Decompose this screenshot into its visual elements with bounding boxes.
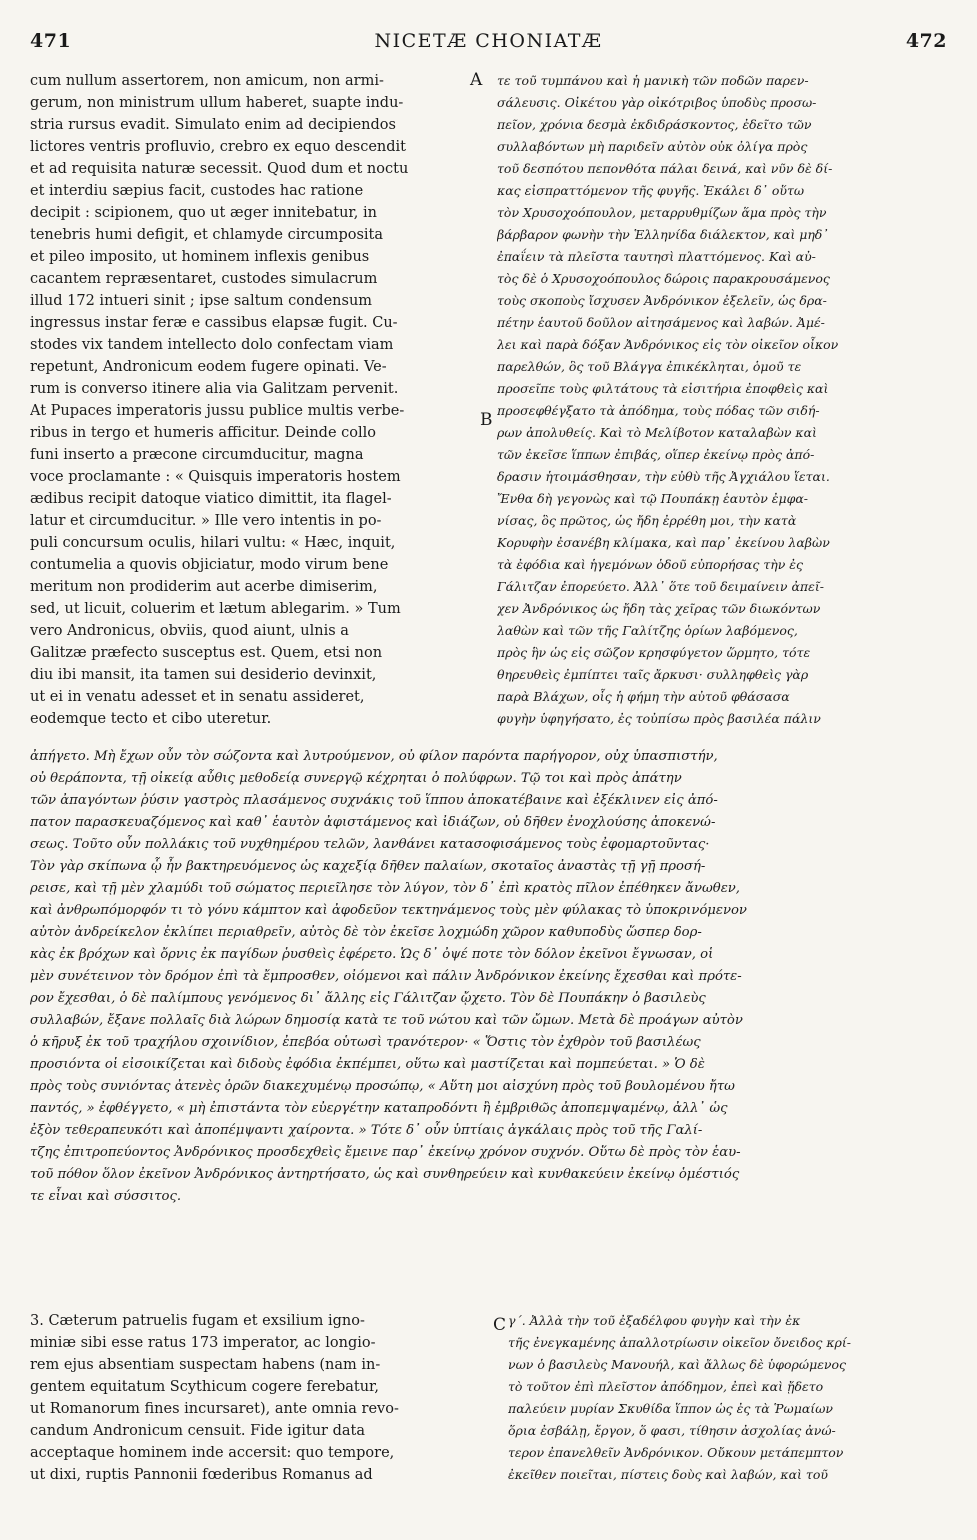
text-line: τῶν ἐκεῖσε ἵππων ἐπιβάς, οἵπερ ἐκείνῳ πρὸς ἀπό-: [497, 447, 815, 462]
section-marker-c: C: [493, 1315, 507, 1335]
text-line: οὐ θεράποντα, τῇ οἰκείᾳ αὖθις μεθοδείᾳ συνεργῷ κέχρηται ὁ πολύφρων. Τῷ τοι καὶ πρὸς ἀπάτην: [30, 771, 682, 786]
section-marker-a: A: [470, 70, 483, 90]
text-line: λει καὶ παρὰ δόξαν Ἀνδρόνικος εἰς τὸν οἰκεῖον οἶκον: [497, 337, 839, 352]
text-line: καὶ ἀνθρωπόμορφόν τι τὸ γόνυ κάμπτον καὶ ἀφοδεῦον τεκτηνάμενος τοὺς μὲν φύλακας τὸ ὑποκρινόμενον: [30, 903, 747, 918]
text-line: ρον ἔχεσθαι, ὁ δὲ παλίμπους γενόμενος δι᾽ ἄλλης εἰς Γάλιτζαν ᾤχετο. Τὸν δὲ Πουπάκην ὁ βασιλεὺς: [30, 991, 706, 1006]
text-line: νων ὁ βασιλεὺς Μανουήλ, καὶ ἄλλως δὲ ὑφορώμενος: [508, 1357, 847, 1372]
text-line: At Pupaces imperatoris jussu publice multis verbe-: [30, 403, 405, 419]
text-line: τζης ἐπιτροπεύοντος Ἀνδρόνικος προσδεχθεὶς ἔμεινε παρ᾽ ἐκείνῳ χρόνον συχνόν. Οὕτω δὲ πρὸς τὸν ἑαυ-: [30, 1145, 741, 1160]
text-line: τὸ τοῦτον ἐπὶ πλεῖστον ἀπόδημον, ἐπεὶ καὶ ᾔδετο: [508, 1379, 824, 1394]
text-line: προσεῖπε τοὺς φιλτάτους τὰ εἰσιτήρια ἐποφθεὶς καὶ: [497, 381, 829, 396]
text-line: latur et circumducitur. » Ille vero intentis in po-: [30, 513, 382, 529]
text-line: et pileo imposito, ut hominem inflexis genibus: [30, 249, 370, 265]
text-line: πατον παρασκευαζόμενος καὶ καθ᾽ ἑαυτὸν ἀφιστάμενος καὶ ἰδιάζων, οὐ δῆθεν ἐνοχλούσης ἀποκενώ-: [30, 815, 716, 830]
text-line: τοὺς σκοποὺς ἴσχυσεν Ἀνδρόνικον ἐξελεῖν, ὡς δρα-: [497, 293, 827, 308]
text-line: rem ejus absentiam suspectam habens (nam in-: [30, 1357, 381, 1373]
page-header: [30, 30, 947, 60]
section-marker-b: B: [480, 410, 493, 430]
text-line: παντός, » ἐφθέγγετο, « μὴ ἐπιστάντα τὸν εὐεργέτην καταπροδόντι ἢ ἐμβριθῶς ἀποπεμψαμένῳ, ἀλλ᾽ ὡς: [30, 1101, 728, 1116]
text-line: δρασιν ἡτοιμάσθησαν, τὴν εὐθὺ τῆς Ἀγχιάλου ἵεται.: [497, 469, 830, 484]
text-line: ædibus recipit datoque viatico dimittit, ita flagel-: [30, 491, 392, 507]
text-line: Γάλιτζαν ἐπορεύετο. Ἀλλ᾽ ὅτε τοῦ δειμαίνειν ἀπεῖ-: [497, 579, 824, 594]
text-line: ἐπαΐειν τὰ πλεῖστα ταυτησὶ πλαττόμενος. Καὶ αὐ-: [497, 249, 816, 264]
text-line: πρὸς ἣν ὡς εἰς σῶζον κρησφύγετον ὥρμητο, τότε: [497, 645, 811, 660]
greek-full-width-block: [30, 746, 949, 1216]
text-line: 3. Cæterum patruelis fugam et exsilium igno-: [30, 1313, 365, 1329]
text-line: χεν Ἀνδρόνικος ὡς ἤδη τὰς χεῖρας τῶν διωκόντων: [497, 601, 821, 616]
text-line: ἐκεῖθεν ποιεῖται, πίστεις δοὺς καὶ λαβών, καὶ τοῦ: [508, 1467, 828, 1482]
text-line: diu ibi mansit, ita tamen sui desiderio devinxit,: [30, 667, 377, 683]
text-line: τὸν Χρυσοχοόπουλον, μεταρρυθμίζων ἅμα πρὸς τὴν: [497, 205, 827, 220]
text-line: βάρβαρον φωνὴν τὴν Ἑλληνίδα διάλεκτον, καὶ μηδ᾽: [497, 227, 829, 242]
text-line: illud 172 intueri sinit ; ipse saltum condensum: [30, 293, 373, 309]
text-line: συλλαβών, ἔξανε πολλαῖς διὰ λώρων δημοσίᾳ κατὰ τε τοῦ νώτου καὶ τῶν ὤμων. Μετὰ δὲ προάγων αὐτὸν: [30, 1013, 743, 1028]
text-line: ut ei in venatu adesset et in senatu assideret,: [30, 689, 365, 705]
text-line: funi inserto a præcone circumducitur, magna: [30, 447, 364, 463]
text-line: αὐτὸν ἀνδρείκελον ἐκλίπει περιαθρεῖν, αὐτὸς δὲ τὸν ἐκεῖσε λοχμώδη χῶρον καθυποδὺς ὥσπερ δορ-: [30, 925, 702, 940]
text-line: συλλαβόντων μὴ παριδεῖν αὐτὸν οὐκ ὀλίγα πρὸς: [497, 139, 808, 154]
text-line: τοῦ δεσπότου πεπονθότα πάλαι δεινά, καὶ νῦν δὲ δί-: [497, 161, 833, 176]
text-line: τε τοῦ τυμπάνου καὶ ἡ μανικὴ τῶν ποδῶν παρεν-: [497, 73, 809, 88]
text-line: ut dixi, ruptis Pannonii fœderibus Romanus ad: [30, 1467, 373, 1483]
text-line: τῶν ἀπαγόντων ῥύσιν γαστρὸς πλασάμενος συχνάκις τοῦ ἵππου ἀποκατέβαινε καὶ ἐξέκλινεν εἰς ἀπό-: [30, 793, 718, 808]
text-line: πρὸς τοὺς συνιόντας ἀτενὲς ὁρῶν διακεχυμένῳ προσώπῳ, « Αὕτη μοι αἰσχύνη πρὸς τοῦ βουλομένου ἤτω: [30, 1079, 735, 1094]
text-line: ingressus instar feræ e cassibus elapsæ fugit. Cu-: [30, 315, 398, 331]
text-line: ἀπήγετο. Μὴ ἔχων οὖν τὸν σώζοντα καὶ λυτρούμενον, οὐ φίλον παρόντα παρήγορον, οὐχ ὑπασπιστήν,: [30, 749, 718, 764]
text-line: repetunt, Andronicum eodem fugere opinati. Ve-: [30, 359, 387, 375]
text-line: vero Andronicus, obviis, quod aiunt, ulnis a: [30, 623, 349, 639]
text-line: σεως. Τοῦτο οὖν πολλάκις τοῦ νυχθημέρου τελῶν, λανθάνει κατασοφισάμενος τοὺς ἐφομαρτοῦντας·: [30, 837, 710, 852]
text-line: Ἔνθα δὴ γεγονὼς καὶ τῷ Πουπάκῃ ἑαυτὸν ἐμφα-: [497, 491, 809, 506]
text-line: puli concursum oculis, hilari vultu: « Hæc, inquit,: [30, 535, 396, 551]
text-line: τὸς δὲ ὁ Χρυσοχοόπουλος δώροις παρακρουσάμενος: [497, 271, 830, 286]
text-line: τὰ ἐφόδια καὶ ἡγεμόνων ὁδοῦ εὐπορήσας τὴν ἐς: [497, 557, 804, 572]
text-line: Galitzæ præfecto susceptus est. Quem, etsi non: [30, 645, 383, 661]
text-line: κας εἰσπραττόμενον τῆς φυγῆς. Ἐκάλει δ᾽ οὕτω: [497, 183, 805, 198]
text-line: ὅρια ἐσβάλῃ, ἔργον, ὅ φασι, τίθησιν ἀσχολίας ἀνώ-: [508, 1423, 836, 1438]
text-line: παρὰ Βλάχων, οἷς ἡ φήμη τὴν αὐτοῦ φθάσασα: [497, 689, 790, 704]
greek-column-bottom: [508, 1310, 949, 1495]
text-line: decipit : scipionem, quo ut æger innitebatur, in: [30, 205, 377, 221]
text-line: πεῖον, χρόνια δεσμὰ ἐκδιδράσκοντος, ἐδεῖτο τῶν: [497, 117, 812, 132]
text-line: σάλευσις. Οἰκέτου γὰρ οἰκότριβος ὑποδὺς προσω-: [497, 95, 817, 110]
text-line: stria rursus evadit. Simulato enim ad decipiendos: [30, 117, 396, 133]
text-line: stodes vix tandem intellecto dolo confectam viam: [30, 337, 394, 353]
text-line: gentem equitatum Scythicum cogere ferebatur,: [30, 1379, 380, 1395]
text-line: κὰς ἐκ βρόχων καὶ ὄρνις ἐκ παγίδων ῥυσθεὶς ἐφέρετο. Ὡς δ᾽ ὀψέ ποτε τὸν δόλον ἐκεῖνοι ἔγνωσαν, οἱ: [30, 947, 714, 962]
text-line: contumelia a quovis objiciatur, modo virum bene: [30, 557, 389, 573]
text-line: acceptaque hominem inde accersit: quo tempore,: [30, 1445, 395, 1461]
text-line: λαθὼν καὶ τῶν τῆς Γαλίτζης ὁρίων λαβόμενος,: [497, 623, 798, 638]
text-line: cacantem repræsentaret, custodes simulacrum: [30, 271, 378, 287]
text-line: ut Romanorum fines incursaret), ante omnia revo-: [30, 1401, 399, 1417]
text-line: gerum, non ministrum ullum haberet, suapte indu-: [30, 95, 404, 111]
text-line: τῆς ἐνεγκαμένης ἀπαλλοτρίωσιν οἰκεῖον ὄνειδος κρί-: [508, 1335, 851, 1350]
text-line: miniæ sibi esse ratus 173 imperator, ac longio-: [30, 1335, 376, 1351]
text-line: νίσας, ὃς πρῶτος, ὡς ἤδη ἐρρέθη μοι, τὴν κατὰ: [497, 513, 797, 528]
text-line: cum nullum assertorem, non amicum, non armi-: [30, 73, 384, 89]
text-line: ὁ κῆρυξ ἐκ τοῦ τραχήλου σχοινίδιον, ἐπεβόα οὑτωσὶ τρανότερον· « Ὅστις τὸν ἐχθρὸν τοῦ βασιλέως: [30, 1035, 701, 1050]
text-line: candum Andronicum censuit. Fide igitur data: [30, 1423, 365, 1439]
text-line: τοῦ πόθον ὅλον ἐκεῖνον Ἀνδρόνικος ἀντηρτήσατο, ὡς καὶ συνθηρεύειν καὶ κυνθακεύειν ἐκείνῳ ὁμέστιός: [30, 1167, 740, 1182]
text-line: ρεισε, καὶ τῇ μὲν χλαμύδι τοῦ σώματος περιεῖλησε τὸν λύγον, τὸν δ᾽ ἐπὶ κρατὸς πῖλον ἐπέθηκεν ἄνωθεν,: [30, 881, 740, 896]
text-line: Τὸν γὰρ σκίπωνα ᾧ ἦν βακτηρευόμενος ὡς καχεξίᾳ δῆθεν παλαίων, σκοταῖος ἀναστὰς τῇ γῇ προσή-: [30, 859, 706, 874]
text-line: Κορυφὴν ἐσανέβη κλίμακα, καὶ παρ᾽ ἐκείνου λαβὼν: [497, 535, 830, 550]
text-line: meritum non prodiderim aut acerbe dimiserim,: [30, 579, 378, 595]
text-line: ἐξὸν τεθεραπευκότι καὶ ἀποπέμψαντι χαίροντα. » Τότε δ᾽ οὖν ὑπτίαις ἀγκάλαις πρὸς τοῦ τῆς Γαλί-: [30, 1123, 703, 1138]
text-line: rum is converso itinere alia via Galitzam pervenit.: [30, 381, 399, 397]
text-line: lictores ventris profluvio, crebro ex equo descendit: [30, 139, 406, 155]
text-line: et ad requisita naturæ secessit. Quod dum et noctu: [30, 161, 409, 177]
text-line: προσεφθέγξατο τὰ ἀπόδημα, τοὺς πόδας τῶν σιδή-: [497, 403, 820, 418]
text-line: γ´. Ἀλλὰ τὴν τοῦ ἐξαδέλφου φυγὴν καὶ τὴν ἐκ: [508, 1313, 801, 1328]
text-line: ribus in tergo et humeris afficitur. Deinde collo: [30, 425, 377, 441]
text-line: μὲν συνέτεινον τὸν δρόμον ἐπὶ τὰ ἔμπροσθεν, οἰόμενοι καὶ πάλιν Ἀνδρόνικον ἐκείνης ἔχεσθαι καὶ πρότε-: [30, 969, 742, 984]
text-line: παρελθών, ὃς τοῦ Βλάγγα ἐπικέκληται, ὁμοῦ τε: [497, 359, 802, 374]
text-line: sed, ut licuit, coluerim et lætum ablegarim. » Tum: [30, 601, 401, 617]
text-line: φυγὴν ὑφηγήσατο, ἐς τοὐπίσω πρὸς βασιλέα πάλιν: [497, 711, 821, 726]
page-number-left: 471: [30, 30, 72, 52]
text-line: πέτην ἑαυτοῦ δοῦλον αἰτησάμενος καὶ λαβών. Ἀμέ-: [497, 315, 825, 330]
greek-column-top: [497, 70, 949, 745]
text-line: παλεύειν μυρίαν Σκυθίδα ἵππον ὡς ἐς τὰ Ῥωμαίων: [508, 1401, 833, 1416]
text-line: eodemque tecto et cibo uteretur.: [30, 711, 272, 727]
latin-column-bottom: [30, 1310, 470, 1495]
running-title: NICETÆ CHONIATÆ: [374, 30, 603, 52]
text-line: ρων ἀπολυθείς. Καὶ τὸ Μελίβοτον καταλαβὼν καὶ: [497, 425, 817, 440]
text-line: tenebris humi defigit, et chlamyde circumposita: [30, 227, 384, 243]
text-line: προσιόντα οἱ εἰσοικίζεται καὶ διδοὺς ἐφόδια ἐκπέμπει, οὕτω καὶ μαστίζεται καὶ πομπεύεται. » Ὁ δὲ: [30, 1057, 705, 1072]
text-line: voce proclamante : « Quisquis imperatoris hostem: [30, 469, 401, 485]
text-line: τε εἶναι καὶ σύσσιτος.: [30, 1189, 182, 1204]
text-line: θηρευθεὶς ἐμπίπτει ταῖς ἄρκυσι· συλληφθεὶς γὰρ: [497, 667, 809, 682]
latin-column-top: [30, 70, 470, 745]
text-line: et interdiu sæpius facit, custodes hac ratione: [30, 183, 364, 199]
text-line: τερον ἐπανελθεῖν Ἀνδρόνικον. Οὔκουν μετάπεμπτον: [508, 1445, 844, 1460]
page-number-right: 472: [905, 30, 947, 52]
